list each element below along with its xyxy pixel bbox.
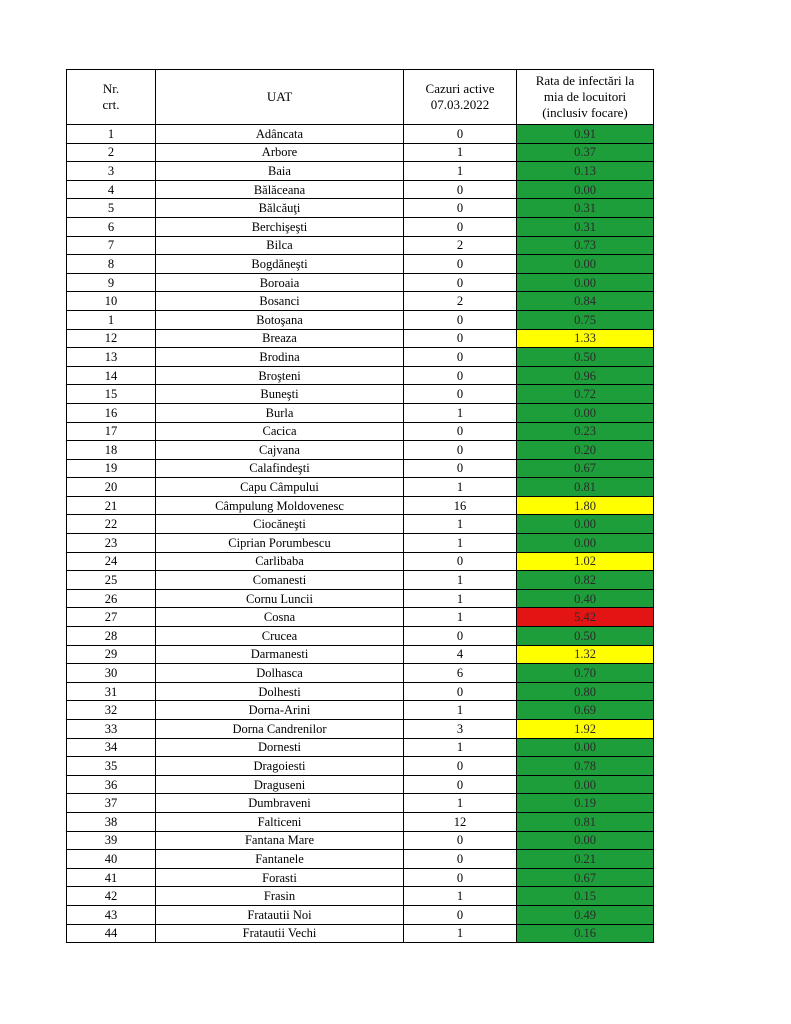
nr-cell: 25 [67, 571, 156, 590]
table-row [67, 720, 654, 739]
cases-cell: 0 [404, 348, 517, 367]
cases-cell: 0 [404, 850, 517, 869]
uat-cell: Ciocăneşti [156, 515, 404, 534]
nr-cell: 20 [67, 478, 156, 497]
cases-cell: 0 [404, 273, 517, 292]
header-nr [67, 70, 156, 125]
rate-cell: 0.00 [517, 775, 654, 794]
nr-cell: 39 [67, 831, 156, 850]
header-cases-line2: 07.03.2022 [430, 97, 490, 112]
nr-cell: 2 [67, 143, 156, 162]
nr-cell: 44 [67, 924, 156, 943]
rate-cell: 0.49 [517, 905, 654, 924]
nr-cell: 36 [67, 775, 156, 794]
nr-cell: 27 [67, 608, 156, 627]
cases-cell: 12 [404, 812, 517, 831]
cases-cell: 0 [404, 310, 517, 329]
rate-cell: 0.50 [517, 348, 654, 367]
table-row [67, 422, 654, 441]
table-row [67, 180, 654, 199]
rate-cell: 0.00 [517, 255, 654, 274]
uat-cell: Fantana Mare [156, 831, 404, 850]
nr-cell: 29 [67, 645, 156, 664]
rate-cell: 0.13 [517, 162, 654, 181]
nr-cell: 1 [67, 125, 156, 144]
rate-cell: 0.75 [517, 310, 654, 329]
nr-cell: 37 [67, 794, 156, 813]
uat-cell: Câmpulung Moldovenesc [156, 496, 404, 515]
table-row [67, 143, 654, 162]
header-row [67, 70, 654, 125]
rate-cell: 0.15 [517, 887, 654, 906]
uat-cell: Bosanci [156, 292, 404, 311]
table-row [67, 831, 654, 850]
uat-cell: Adâncata [156, 125, 404, 144]
cases-cell: 1 [404, 571, 517, 590]
table-row [67, 627, 654, 646]
nr-cell: 38 [67, 812, 156, 831]
rate-cell: 1.92 [517, 720, 654, 739]
cases-cell: 0 [404, 775, 517, 794]
rate-cell: 0.00 [517, 534, 654, 553]
cases-cell: 0 [404, 366, 517, 385]
cases-cell: 0 [404, 329, 517, 348]
rate-cell: 1.32 [517, 645, 654, 664]
cases-cell: 6 [404, 664, 517, 683]
cases-cell: 0 [404, 199, 517, 218]
rate-cell: 0.91 [517, 125, 654, 144]
uat-cell: Bălăceana [156, 180, 404, 199]
rate-cell: 0.70 [517, 664, 654, 683]
nr-cell: 28 [67, 627, 156, 646]
uat-cell: Buneşti [156, 385, 404, 404]
cases-cell: 1 [404, 701, 517, 720]
table-row [67, 738, 654, 757]
table-row [67, 459, 654, 478]
rate-cell: 0.16 [517, 924, 654, 943]
nr-cell: 12 [67, 329, 156, 348]
nr-cell: 19 [67, 459, 156, 478]
table-row [67, 162, 654, 181]
table-row [67, 701, 654, 720]
rate-cell: 0.00 [517, 831, 654, 850]
uat-cell: Crucea [156, 627, 404, 646]
cases-cell: 0 [404, 682, 517, 701]
cases-cell: 1 [404, 887, 517, 906]
table-row [67, 125, 654, 144]
table-row [67, 589, 654, 608]
table-row [67, 794, 654, 813]
rate-cell: 0.72 [517, 385, 654, 404]
cases-cell: 0 [404, 905, 517, 924]
table-row [67, 496, 654, 515]
uat-cell: Frasin [156, 887, 404, 906]
cases-cell: 0 [404, 422, 517, 441]
rate-cell: 0.31 [517, 199, 654, 218]
uat-cell: Bălcăuţi [156, 199, 404, 218]
cases-cell: 2 [404, 292, 517, 311]
table-row [67, 534, 654, 553]
cases-cell: 0 [404, 385, 517, 404]
table-row [67, 273, 654, 292]
uat-cell: Dragoiesti [156, 757, 404, 776]
nr-cell: 13 [67, 348, 156, 367]
nr-cell: 42 [67, 887, 156, 906]
uat-cell: Breaza [156, 329, 404, 348]
nr-cell: 34 [67, 738, 156, 757]
cases-cell: 1 [404, 924, 517, 943]
cases-cell: 1 [404, 478, 517, 497]
cases-cell: 1 [404, 143, 517, 162]
table-row [67, 868, 654, 887]
rate-cell: 0.81 [517, 478, 654, 497]
table-row [67, 757, 654, 776]
rate-cell: 0.00 [517, 403, 654, 422]
cases-cell: 0 [404, 255, 517, 274]
uat-cell: Cosna [156, 608, 404, 627]
header-cases-line1: Cazuri active [425, 81, 495, 96]
table-row [67, 887, 654, 906]
nr-cell: 32 [67, 701, 156, 720]
cases-cell: 0 [404, 868, 517, 887]
rate-cell: 0.82 [517, 571, 654, 590]
uat-cell: Brodina [156, 348, 404, 367]
table-row [67, 403, 654, 422]
cases-cell: 0 [404, 125, 517, 144]
uat-cell: Dolhesti [156, 682, 404, 701]
uat-cell: Broşteni [156, 366, 404, 385]
header-rate-line2: mia de locuitori [543, 89, 627, 104]
nr-cell: 24 [67, 552, 156, 571]
nr-cell: 35 [67, 757, 156, 776]
rate-cell: 1.80 [517, 496, 654, 515]
table-row [67, 310, 654, 329]
rate-cell: 1.33 [517, 329, 654, 348]
uat-cell: Berchişeşti [156, 217, 404, 236]
rate-cell: 0.73 [517, 236, 654, 255]
cases-cell: 1 [404, 608, 517, 627]
cases-cell: 1 [404, 738, 517, 757]
cases-cell: 0 [404, 552, 517, 571]
uat-cell: Cornu Luncii [156, 589, 404, 608]
cases-cell: 1 [404, 515, 517, 534]
rate-cell: 0.67 [517, 868, 654, 887]
nr-cell: 23 [67, 534, 156, 553]
rate-cell: 0.00 [517, 273, 654, 292]
uat-cell: Capu Câmpului [156, 478, 404, 497]
cases-cell: 16 [404, 496, 517, 515]
cases-cell: 0 [404, 757, 517, 776]
nr-cell: 8 [67, 255, 156, 274]
table-row [67, 236, 654, 255]
table-row [67, 682, 654, 701]
table-row [67, 608, 654, 627]
nr-cell: 5 [67, 199, 156, 218]
uat-cell: Boroaia [156, 273, 404, 292]
nr-cell: 3 [67, 162, 156, 181]
table-row [67, 292, 654, 311]
table-row [67, 850, 654, 869]
nr-cell: 16 [67, 403, 156, 422]
uat-cell: Baia [156, 162, 404, 181]
rate-cell: 0.00 [517, 180, 654, 199]
uat-cell: Bilca [156, 236, 404, 255]
table-row [67, 812, 654, 831]
uat-cell: Comanesti [156, 571, 404, 590]
table-row [67, 478, 654, 497]
table-row [67, 199, 654, 218]
cases-cell: 0 [404, 441, 517, 460]
uat-cell: Fantanele [156, 850, 404, 869]
uat-cell: Bogdăneşti [156, 255, 404, 274]
nr-cell: 1 [67, 310, 156, 329]
nr-cell: 40 [67, 850, 156, 869]
table-row [67, 255, 654, 274]
rate-cell: 0.23 [517, 422, 654, 441]
uat-cell: Draguseni [156, 775, 404, 794]
rate-cell: 0.96 [517, 366, 654, 385]
cases-cell: 0 [404, 217, 517, 236]
table-row [67, 385, 654, 404]
uat-cell: Cacica [156, 422, 404, 441]
uat-cell: Dornesti [156, 738, 404, 757]
cases-cell: 0 [404, 627, 517, 646]
rate-cell: 0.84 [517, 292, 654, 311]
nr-cell: 10 [67, 292, 156, 311]
nr-cell: 30 [67, 664, 156, 683]
rate-cell: 0.50 [517, 627, 654, 646]
uat-cell: Dumbraveni [156, 794, 404, 813]
table-row [67, 664, 654, 683]
table-row [67, 441, 654, 460]
rate-cell: 5.42 [517, 608, 654, 627]
cases-cell: 4 [404, 645, 517, 664]
nr-cell: 4 [67, 180, 156, 199]
rate-cell: 0.67 [517, 459, 654, 478]
nr-cell: 31 [67, 682, 156, 701]
cases-cell: 1 [404, 534, 517, 553]
cases-cell: 1 [404, 403, 517, 422]
nr-cell: 43 [67, 905, 156, 924]
uat-cell: Calafindeşti [156, 459, 404, 478]
nr-cell: 17 [67, 422, 156, 441]
rate-cell: 0.20 [517, 441, 654, 460]
table-row [67, 515, 654, 534]
nr-cell: 7 [67, 236, 156, 255]
uat-cell: Burla [156, 403, 404, 422]
uat-cell: Forasti [156, 868, 404, 887]
uat-cell: Darmanesti [156, 645, 404, 664]
cases-cell: 3 [404, 720, 517, 739]
table-row [67, 217, 654, 236]
uat-cell: Botoşana [156, 310, 404, 329]
rate-cell: 0.81 [517, 812, 654, 831]
header-uat: UAT [156, 70, 404, 125]
nr-cell: 21 [67, 496, 156, 515]
nr-cell: 15 [67, 385, 156, 404]
uat-cell: Fratautii Vechi [156, 924, 404, 943]
table-row [67, 329, 654, 348]
header-nr-line1: Nr. [102, 81, 120, 96]
cases-cell: 1 [404, 589, 517, 608]
rate-cell: 0.37 [517, 143, 654, 162]
table-row [67, 366, 654, 385]
table-row [67, 645, 654, 664]
table-row [67, 924, 654, 943]
table-row [67, 905, 654, 924]
uat-cell: Fratautii Noi [156, 905, 404, 924]
uat-cell: Arbore [156, 143, 404, 162]
cases-cell: 0 [404, 180, 517, 199]
rate-cell: 0.69 [517, 701, 654, 720]
rate-cell: 0.40 [517, 589, 654, 608]
cases-cell: 0 [404, 459, 517, 478]
uat-cell: Falticeni [156, 812, 404, 831]
rate-cell: 1.02 [517, 552, 654, 571]
rate-cell: 0.19 [517, 794, 654, 813]
nr-cell: 26 [67, 589, 156, 608]
nr-cell: 14 [67, 366, 156, 385]
nr-cell: 18 [67, 441, 156, 460]
uat-cell: Dolhasca [156, 664, 404, 683]
uat-cell: Carlibaba [156, 552, 404, 571]
nr-cell: 9 [67, 273, 156, 292]
uat-cell: Dorna Candrenilor [156, 720, 404, 739]
header-rate [517, 70, 654, 125]
rate-cell: 0.78 [517, 757, 654, 776]
cases-table [66, 69, 654, 943]
cases-cell: 1 [404, 794, 517, 813]
table-row [67, 571, 654, 590]
table-row [67, 552, 654, 571]
uat-cell: Dorna-Arini [156, 701, 404, 720]
nr-cell: 41 [67, 868, 156, 887]
nr-cell: 33 [67, 720, 156, 739]
header-rate-line3: (inclusiv focare) [542, 105, 628, 120]
rate-cell: 0.00 [517, 515, 654, 534]
table-row [67, 775, 654, 794]
cases-cell: 1 [404, 162, 517, 181]
cases-cell: 2 [404, 236, 517, 255]
cases-cell: 0 [404, 831, 517, 850]
header-rate-line1: Rata de infectări la [535, 73, 635, 88]
uat-cell: Cajvana [156, 441, 404, 460]
table-row [67, 348, 654, 367]
rate-cell: 0.31 [517, 217, 654, 236]
nr-cell: 22 [67, 515, 156, 534]
header-cases [404, 70, 517, 125]
uat-cell: Ciprian Porumbescu [156, 534, 404, 553]
rate-cell: 0.80 [517, 682, 654, 701]
nr-cell: 6 [67, 217, 156, 236]
header-nr-line2: crt. [102, 97, 120, 112]
rate-cell: 0.21 [517, 850, 654, 869]
rate-cell: 0.00 [517, 738, 654, 757]
